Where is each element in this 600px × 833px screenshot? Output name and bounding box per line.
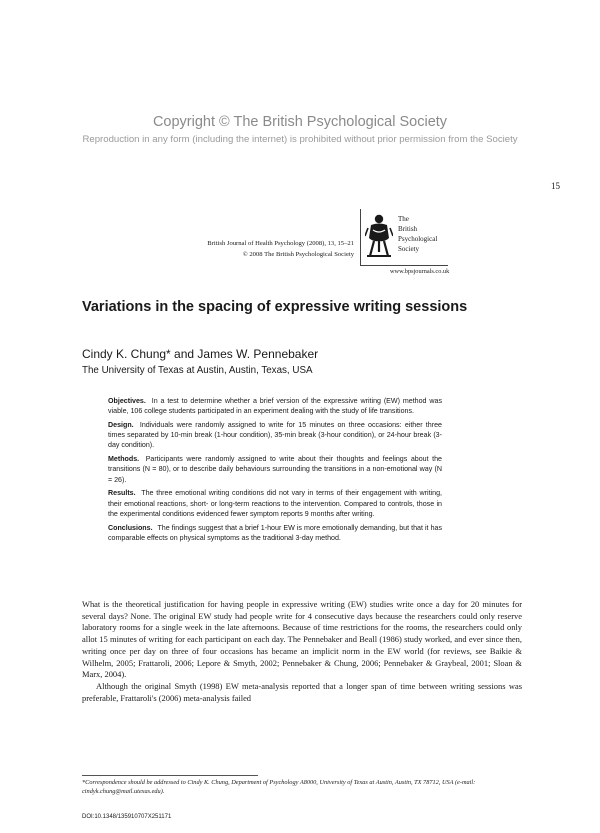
article-authors: Cindy K. Chung* and James W. Pennebaker [82,347,319,361]
abstract-conclusions [108,523,442,543]
society-line: Psychological [398,235,438,243]
abstract-label: Results. [108,489,136,498]
journal-url-link[interactable]: www.bpsjournals.co.uk [390,268,450,275]
footnote-divider [82,775,258,776]
logo-divider-vertical [360,209,361,265]
abstract-text: In a test to determine whether a brief version of the expressive writing (EW) method was viable, 106 college students participated in an experiment dealing with the study of life transitions. [108,397,442,416]
abstract-label: Design. [108,421,134,429]
journal-line-2: © 2008 The British Psychological Society [242,250,354,258]
society-line: The [398,215,409,223]
doi: DOI:10.1348/135910707X251171 [82,814,172,820]
abstract-label: Methods. [108,455,140,464]
abstract-label: Objectives. [108,397,146,405]
society-line: British [398,225,418,233]
abstract-text: The three emotional writing conditions did not vary in terms of their engagement with writing, their emotional reactions, short- or long-term reactions to the intervention. Compared to controls, those in the experimental conditions evidenced fewer symptom reports 9 months after writing. [108,489,442,518]
abstract-text: Participants were randomly assigned to write about their thoughts and feelings about the transitions (N = 80), or to describe daily behaviours surrounding the transitions in a non-emotional way (N = 26). [108,455,442,484]
abstract [108,396,442,547]
society-logo-icon [365,212,393,260]
reproduction-notice: Reproduction in any form (including the internet) is prohibited without prior permission from the Society [82,134,518,145]
society-name [398,214,437,254]
abstract-text: Individuals were randomly assigned to write for 15 minutes on three occasions: either three times separated by 10-min break (1-hour condition), 35-min break (3-hour condition), or 24-hour break (3-day condition). [108,421,442,450]
logo-divider-horizontal [360,265,448,266]
author-affiliation: The University of Texas at Austin, Austin, Texas, USA [82,365,313,376]
body-paragraph: Although the original Smyth (1998) EW meta-analysis reported that a longer span of time between writing sessions was preferable, Frattaroli's (2006) meta-analysis failed [82,680,522,703]
abstract-text: The findings suggest that a brief 1-hour EW is more emotionally demanding, but that it has comparable effects on physical symptoms as the traditional 3-day method. [108,523,443,542]
journal-citation [150,239,354,260]
copyright-watermark: Copyright © The British Psychological Society [152,114,448,130]
abstract-results [108,488,442,519]
society-line: Society [398,245,419,253]
body-text [82,599,522,704]
correspondence-footnote: *Correspondence should be addressed to Cindy K. Chung, Department of Psychology A8000, University of Texas at Austin, Austin, TX 78712, USA (e-mail: cindyk.chung@mail.utexas.edu). [82,779,476,795]
page-number: 15 [551,181,560,191]
journal-line-1: British Journal of Health Psychology (2008), 13, 15–21 [207,240,354,247]
abstract-methods [108,454,442,485]
abstract-objectives [108,396,442,416]
article-title: Variations in the spacing of expressive writing sessions [82,299,468,315]
body-paragraph: What is the theoretical justification for having people in expressive writing (EW) studies write once a day for 20 minutes for several days? None. The original EW study had people write for 4 consecutive days because the researchers could only reserve laboratory rooms for a single week in the late afternoons. Because of time restrictions for the rooms, the researchers could only allot 15 minutes of writing for each participant on each day. The Pennebaker and Beall (1986) study worked, and ever since then, writing once per day on three of four occasions has became an implicit norm in the EW world (for reviews, see Baikie & Wilhelm, 2005; Frattaroli, 2006; Lepore & Smyth, 2002; Pennebaker & Chung, 2006; Pennebaker & Graybeal, 2001; Sloan & Marx, 2004). [82,599,522,680]
abstract-design [108,420,442,451]
abstract-label: Conclusions. [108,523,153,532]
